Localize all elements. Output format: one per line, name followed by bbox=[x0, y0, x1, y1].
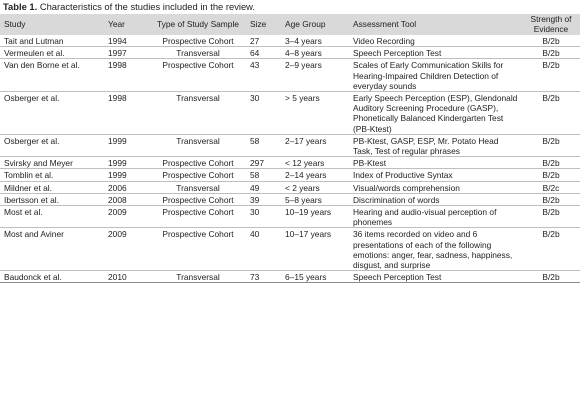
cell-age: < 12 years bbox=[285, 158, 325, 169]
cell-type: Prospective Cohort bbox=[162, 158, 234, 169]
header-row bbox=[0, 14, 580, 35]
table-row bbox=[0, 169, 580, 181]
cell-tool: Speech Perception Test bbox=[353, 272, 442, 283]
cell-age: 2–14 years bbox=[285, 170, 327, 181]
table-row bbox=[0, 228, 580, 271]
cell-type: Prospective Cohort bbox=[162, 60, 234, 71]
cell-tool: Video Recording bbox=[353, 36, 415, 46]
cell-age: > 5 years bbox=[285, 93, 320, 104]
header-tool: Assessment Tool bbox=[353, 18, 417, 29]
table-row bbox=[0, 134, 580, 156]
table-header bbox=[0, 14, 580, 35]
table-row bbox=[0, 59, 580, 92]
cell-tool: PB-Ktest, GASP, ESP, Mr. Potato Head Task, Test of regular phrases bbox=[353, 135, 499, 157]
header-year: Year bbox=[108, 18, 125, 29]
cell-tool: Discrimination of words bbox=[353, 194, 440, 205]
cell-evidence: B/2b bbox=[542, 93, 560, 104]
cell-year: 2006 bbox=[108, 182, 127, 193]
cell-size: 43 bbox=[250, 60, 260, 71]
table-row bbox=[0, 157, 580, 169]
cell-study: Tait and Lutman bbox=[4, 36, 64, 46]
cell-study: Vermeulen et al. bbox=[4, 48, 65, 59]
table-row bbox=[0, 193, 580, 205]
cell-evidence: B/2b bbox=[542, 272, 560, 283]
cell-evidence: B/2c bbox=[542, 182, 560, 193]
cell-type: Prospective Cohort bbox=[162, 194, 234, 205]
cell-year: 1999 bbox=[108, 135, 127, 146]
cell-year: 1999 bbox=[108, 158, 127, 169]
cell-size: 58 bbox=[250, 170, 260, 181]
cell-size: 49 bbox=[250, 182, 260, 193]
cell-study: Baudonck et al. bbox=[4, 272, 62, 283]
cell-tool: Speech Perception Test bbox=[353, 48, 442, 59]
cell-tool: Visual/words comprehension bbox=[353, 182, 460, 193]
cell-year: 2008 bbox=[108, 194, 127, 205]
cell-age: 5–8 years bbox=[285, 194, 322, 205]
table-row bbox=[0, 92, 580, 135]
cell-study: Van den Borne et al. bbox=[4, 60, 80, 71]
header-evidence: Strength of Evidence bbox=[530, 13, 572, 34]
studies-table bbox=[0, 14, 580, 283]
cell-size: 30 bbox=[250, 93, 260, 104]
table-caption bbox=[3, 1, 547, 13]
header-size: Size bbox=[250, 18, 267, 29]
cell-size: 27 bbox=[250, 36, 260, 46]
cell-type: Transversal bbox=[176, 272, 220, 283]
cell-type: Prospective Cohort bbox=[162, 207, 234, 218]
cell-year: 1998 bbox=[108, 93, 127, 104]
cell-year: 2010 bbox=[108, 272, 127, 283]
cell-evidence: B/2b bbox=[542, 48, 560, 59]
table-row bbox=[0, 206, 580, 228]
cell-study: Svirsky and Meyer bbox=[4, 158, 73, 169]
cell-size: 58 bbox=[250, 135, 260, 146]
table-body bbox=[0, 35, 580, 283]
cell-type: Transversal bbox=[176, 182, 220, 193]
cell-evidence: B/2b bbox=[542, 207, 560, 218]
cell-age: 2–9 years bbox=[285, 60, 322, 71]
cell-evidence: B/2b bbox=[542, 158, 560, 169]
cell-age: 10–19 years bbox=[285, 207, 332, 218]
cell-year: 1999 bbox=[108, 170, 127, 181]
cell-age: 3–4 years bbox=[285, 36, 322, 46]
cell-tool: PB-Ktest bbox=[353, 158, 387, 169]
table-row bbox=[0, 47, 580, 59]
cell-type: Prospective Cohort bbox=[162, 36, 234, 46]
cell-age: 4–8 years bbox=[285, 48, 322, 59]
cell-size: 40 bbox=[250, 229, 260, 240]
cell-evidence: B/2b bbox=[542, 36, 560, 46]
cell-size: 73 bbox=[250, 272, 260, 283]
cell-age: 6–15 years bbox=[285, 272, 327, 283]
cell-year: 2009 bbox=[108, 207, 127, 218]
cell-age: 10–17 years bbox=[285, 229, 332, 240]
cell-evidence: B/2b bbox=[542, 170, 560, 181]
cell-tool: Scales of Early Communication Skills for Hearing-Impaired Children Detection of everyday sounds bbox=[353, 60, 504, 91]
cell-study: Ibertsson et al. bbox=[4, 194, 59, 205]
header-study: Study bbox=[4, 18, 26, 29]
cell-type: Transversal bbox=[176, 93, 220, 104]
cell-evidence: B/2b bbox=[542, 135, 560, 146]
header-age: Age Group bbox=[285, 18, 326, 29]
table-caption-text: Characteristics of the studies included in the review. bbox=[39, 1, 256, 12]
cell-size: 30 bbox=[250, 207, 260, 218]
cell-size: 39 bbox=[250, 194, 260, 205]
cell-size: 297 bbox=[250, 158, 264, 169]
cell-tool: Index of Productive Syntax bbox=[353, 170, 453, 181]
cell-study: Mildner et al. bbox=[4, 182, 52, 193]
cell-study: Tomblin et al. bbox=[4, 170, 54, 181]
cell-type: Prospective Cohort bbox=[162, 170, 234, 181]
cell-evidence: B/2b bbox=[542, 194, 560, 205]
cell-tool: 36 items recorded on video and 6 presentations of each of the following emotions: anger, fear, sadness, happiness, disgust, and surprise bbox=[353, 229, 513, 271]
cell-type: Transversal bbox=[176, 48, 220, 59]
cell-evidence: B/2b bbox=[542, 229, 560, 240]
table-row bbox=[0, 35, 580, 47]
cell-tool: Early Speech Perception (ESP), Glendonald Auditory Screening Procedure (GASP), Phonetically Balanced Kindergarten Test (PB-Ktest) bbox=[353, 93, 518, 134]
cell-age: < 2 years bbox=[285, 182, 320, 193]
header-type: Type of Study Sample bbox=[157, 18, 239, 29]
cell-year: 1998 bbox=[108, 60, 127, 71]
table-row bbox=[0, 181, 580, 193]
cell-evidence: B/2b bbox=[542, 60, 560, 71]
cell-type: Prospective Cohort bbox=[162, 229, 234, 240]
cell-study: Most et al. bbox=[4, 207, 43, 218]
cell-year: 2009 bbox=[108, 229, 127, 240]
cell-year: 1997 bbox=[108, 48, 127, 59]
cell-tool: Hearing and audio-visual perception of phonemes bbox=[353, 207, 497, 228]
table-caption-label: Table 1. bbox=[3, 1, 38, 12]
cell-type: Transversal bbox=[176, 135, 220, 146]
cell-age: 2–17 years bbox=[285, 135, 327, 146]
cell-size: 64 bbox=[250, 48, 260, 59]
cell-study: Most and Aviner bbox=[4, 229, 64, 240]
table-row bbox=[0, 271, 580, 283]
cell-year: 1994 bbox=[108, 36, 127, 46]
cell-study: Osberger et al. bbox=[4, 93, 60, 104]
cell-study: Osberger et al. bbox=[4, 135, 60, 146]
